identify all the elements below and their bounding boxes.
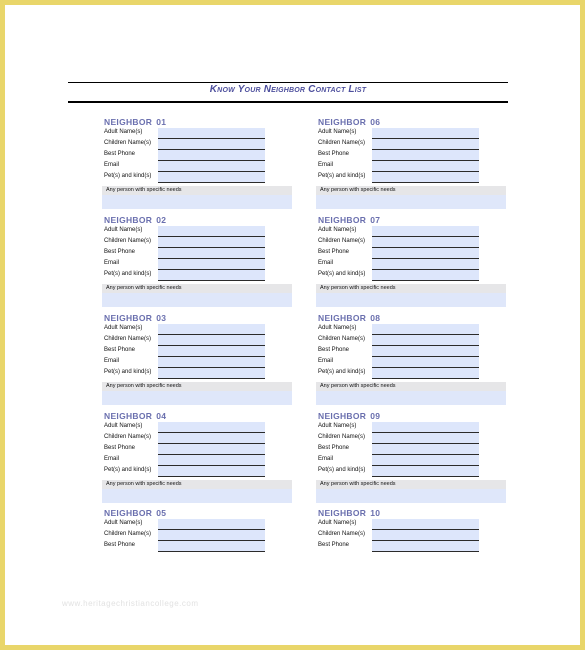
- field-label-children: Children Name(s): [104, 531, 152, 537]
- field-input-phone[interactable]: [158, 248, 265, 259]
- title-bar: [68, 82, 508, 103]
- neighbor-section: [316, 508, 512, 552]
- field-input-children[interactable]: [158, 335, 265, 346]
- neighbor-section: [102, 313, 298, 405]
- section-heading: [316, 313, 512, 324]
- field-input-email[interactable]: [158, 357, 265, 368]
- field-label-email: Email: [318, 260, 334, 266]
- section-heading: [316, 117, 512, 128]
- section-heading-label: NEIGHBOR: [318, 313, 367, 323]
- field-label-children: Children Name(s): [318, 336, 366, 342]
- needs-label: Any person with specific needs: [316, 186, 506, 195]
- section-heading-label: NEIGHBOR: [104, 508, 153, 518]
- field-row-phone: [102, 541, 298, 552]
- field-input-pets[interactable]: [372, 172, 479, 183]
- field-label-phone: Best Phone: [104, 445, 136, 451]
- section-number: 04: [156, 411, 167, 421]
- field-row-adult: [102, 226, 298, 237]
- needs-label: Any person with specific needs: [102, 382, 292, 391]
- section-heading: [316, 508, 512, 519]
- field-label-adult: Adult Name(s): [104, 129, 143, 135]
- field-input-adult[interactable]: [372, 519, 479, 530]
- field-label-children: Children Name(s): [318, 238, 366, 244]
- neighbor-section: [316, 215, 512, 307]
- field-label-children: Children Name(s): [318, 531, 366, 537]
- field-row-phone: [316, 444, 512, 455]
- section-heading: [316, 215, 512, 226]
- field-input-adult[interactable]: [372, 324, 479, 335]
- neighbor-section: [316, 313, 512, 405]
- field-row-adult: [316, 422, 512, 433]
- field-input-adult[interactable]: [158, 519, 265, 530]
- field-label-phone: Best Phone: [318, 151, 350, 157]
- neighbor-section: [102, 215, 298, 307]
- needs-label: Any person with specific needs: [316, 382, 506, 391]
- needs-field[interactable]: [316, 480, 506, 503]
- section-number: 01: [156, 117, 167, 127]
- field-row-adult: [316, 226, 512, 237]
- section-heading: [102, 411, 298, 422]
- field-label-adult: Adult Name(s): [318, 423, 357, 429]
- section-heading: [102, 117, 298, 128]
- section-number: 03: [156, 313, 167, 323]
- field-input-email[interactable]: [372, 455, 479, 466]
- field-input-phone[interactable]: [158, 150, 265, 161]
- field-label-adult: Adult Name(s): [318, 129, 357, 135]
- field-row-children: [102, 237, 298, 248]
- field-row-adult: [102, 519, 298, 530]
- page-title: Know Your Neighbor Contact List: [209, 84, 367, 95]
- field-input-phone[interactable]: [372, 541, 479, 552]
- field-label-phone: Best Phone: [318, 445, 350, 451]
- field-input-pets[interactable]: [372, 368, 479, 379]
- field-input-adult[interactable]: [158, 226, 265, 237]
- field-row-email: [316, 357, 512, 368]
- field-label-children: Children Name(s): [318, 434, 366, 440]
- field-label-phone: Best Phone: [104, 249, 136, 255]
- section-heading-label: NEIGHBOR: [104, 117, 153, 127]
- field-input-adult[interactable]: [372, 422, 479, 433]
- section-number: 07: [370, 215, 381, 225]
- field-row-children: [102, 530, 298, 541]
- section-number: 02: [156, 215, 167, 225]
- field-label-phone: Best Phone: [318, 249, 350, 255]
- field-label-phone: Best Phone: [104, 347, 136, 353]
- needs-field[interactable]: [316, 284, 506, 307]
- section-heading-label: NEIGHBOR: [104, 313, 153, 323]
- field-row-pets: [102, 270, 298, 281]
- field-row-children: [102, 433, 298, 444]
- field-label-email: Email: [104, 260, 120, 266]
- field-row-email: [316, 259, 512, 270]
- field-input-phone[interactable]: [372, 346, 479, 357]
- watermark: www.heritagechristiancollege.com: [62, 599, 199, 608]
- field-label-phone: Best Phone: [318, 542, 350, 548]
- section-heading: [102, 313, 298, 324]
- field-row-children: [316, 335, 512, 346]
- field-label-pets: Pet(s) and kind(s): [318, 369, 366, 375]
- field-input-pets[interactable]: [158, 172, 265, 183]
- field-row-adult: [316, 324, 512, 335]
- field-input-adult[interactable]: [158, 422, 265, 433]
- neighbor-section: [102, 508, 298, 552]
- field-label-pets: Pet(s) and kind(s): [318, 271, 366, 277]
- field-row-pets: [102, 466, 298, 477]
- field-row-email: [102, 357, 298, 368]
- field-input-email[interactable]: [158, 259, 265, 270]
- field-label-adult: Adult Name(s): [318, 520, 357, 526]
- field-input-children[interactable]: [372, 530, 479, 541]
- field-row-phone: [316, 346, 512, 357]
- field-row-phone: [316, 541, 512, 552]
- section-heading: [316, 411, 512, 422]
- field-row-pets: [102, 368, 298, 379]
- field-input-adult[interactable]: [158, 128, 265, 139]
- section-heading-label: NEIGHBOR: [318, 411, 367, 421]
- field-label-phone: Best Phone: [104, 542, 136, 548]
- needs-field[interactable]: [102, 480, 292, 503]
- field-label-adult: Adult Name(s): [104, 423, 143, 429]
- field-input-email[interactable]: [372, 161, 479, 172]
- needs-field[interactable]: [102, 382, 292, 405]
- field-input-pets[interactable]: [158, 270, 265, 281]
- needs-label: Any person with specific needs: [316, 480, 506, 489]
- field-row-pets: [102, 172, 298, 183]
- neighbor-section: [102, 411, 298, 503]
- field-row-adult: [102, 324, 298, 335]
- field-input-email[interactable]: [158, 455, 265, 466]
- section-number: 09: [370, 411, 381, 421]
- field-row-adult: [316, 519, 512, 530]
- field-label-children: Children Name(s): [318, 140, 366, 146]
- field-row-children: [316, 139, 512, 150]
- field-label-pets: Pet(s) and kind(s): [104, 369, 152, 375]
- field-label-pets: Pet(s) and kind(s): [104, 467, 152, 473]
- field-label-pets: Pet(s) and kind(s): [318, 467, 366, 473]
- field-row-adult: [102, 128, 298, 139]
- field-label-children: Children Name(s): [104, 140, 152, 146]
- needs-label: Any person with specific needs: [102, 186, 292, 195]
- field-row-pets: [316, 172, 512, 183]
- neighbor-section: [102, 117, 298, 209]
- field-input-phone[interactable]: [372, 150, 479, 161]
- field-input-children[interactable]: [158, 530, 265, 541]
- needs-field[interactable]: [102, 284, 292, 307]
- field-row-children: [316, 433, 512, 444]
- needs-field[interactable]: [316, 382, 506, 405]
- field-row-email: [102, 455, 298, 466]
- field-label-adult: Adult Name(s): [104, 227, 143, 233]
- field-label-email: Email: [104, 358, 120, 364]
- field-input-email[interactable]: [158, 161, 265, 172]
- field-row-pets: [316, 466, 512, 477]
- field-label-children: Children Name(s): [104, 238, 152, 244]
- field-row-phone: [316, 248, 512, 259]
- needs-label: Any person with specific needs: [102, 480, 292, 489]
- field-label-pets: Pet(s) and kind(s): [104, 271, 152, 277]
- field-row-pets: [316, 368, 512, 379]
- field-input-phone[interactable]: [372, 248, 479, 259]
- field-row-pets: [316, 270, 512, 281]
- field-input-adult[interactable]: [372, 128, 479, 139]
- field-input-pets[interactable]: [158, 368, 265, 379]
- field-input-phone[interactable]: [372, 444, 479, 455]
- needs-label: Any person with specific needs: [102, 284, 292, 293]
- field-input-adult[interactable]: [372, 226, 479, 237]
- section-number: 06: [370, 117, 381, 127]
- field-row-email: [316, 455, 512, 466]
- needs-label: Any person with specific needs: [316, 284, 506, 293]
- field-row-phone: [102, 346, 298, 357]
- field-label-email: Email: [104, 456, 120, 462]
- section-heading-label: NEIGHBOR: [318, 117, 367, 127]
- field-row-children: [316, 237, 512, 248]
- field-label-adult: Adult Name(s): [318, 227, 357, 233]
- section-heading-label: NEIGHBOR: [104, 411, 153, 421]
- field-input-email[interactable]: [372, 357, 479, 368]
- field-label-adult: Adult Name(s): [104, 520, 143, 526]
- field-row-children: [316, 530, 512, 541]
- field-input-children[interactable]: [372, 237, 479, 248]
- field-row-email: [316, 161, 512, 172]
- field-label-email: Email: [318, 358, 334, 364]
- field-input-phone[interactable]: [158, 541, 265, 552]
- field-label-phone: Best Phone: [104, 151, 136, 157]
- field-row-email: [102, 161, 298, 172]
- field-input-adult[interactable]: [158, 324, 265, 335]
- field-input-children[interactable]: [372, 335, 479, 346]
- field-row-adult: [102, 422, 298, 433]
- neighbor-section: [316, 117, 512, 209]
- field-row-email: [102, 259, 298, 270]
- field-input-children[interactable]: [372, 139, 479, 150]
- field-input-phone[interactable]: [158, 444, 265, 455]
- field-label-pets: Pet(s) and kind(s): [104, 173, 152, 179]
- section-heading: [102, 215, 298, 226]
- field-input-phone[interactable]: [158, 346, 265, 357]
- field-input-children[interactable]: [158, 237, 265, 248]
- field-label-adult: Adult Name(s): [104, 325, 143, 331]
- field-row-adult: [316, 128, 512, 139]
- field-row-phone: [102, 248, 298, 259]
- section-number: 10: [370, 508, 381, 518]
- field-row-phone: [316, 150, 512, 161]
- section-heading-label: NEIGHBOR: [104, 215, 153, 225]
- field-label-email: Email: [318, 162, 334, 168]
- field-row-children: [102, 139, 298, 150]
- neighbor-section: [316, 411, 512, 503]
- section-number: 08: [370, 313, 381, 323]
- field-input-children[interactable]: [158, 139, 265, 150]
- field-label-email: Email: [104, 162, 120, 168]
- field-label-children: Children Name(s): [104, 336, 152, 342]
- section-heading-label: NEIGHBOR: [318, 215, 367, 225]
- field-input-children[interactable]: [372, 433, 479, 444]
- section-heading: [102, 508, 298, 519]
- needs-field[interactable]: [102, 186, 292, 209]
- field-label-children: Children Name(s): [104, 434, 152, 440]
- field-input-pets[interactable]: [158, 466, 265, 477]
- section-heading-label: NEIGHBOR: [318, 508, 367, 518]
- field-input-pets[interactable]: [372, 270, 479, 281]
- field-input-pets[interactable]: [372, 466, 479, 477]
- field-input-children[interactable]: [158, 433, 265, 444]
- field-row-phone: [102, 150, 298, 161]
- field-row-phone: [102, 444, 298, 455]
- field-label-pets: Pet(s) and kind(s): [318, 173, 366, 179]
- field-input-email[interactable]: [372, 259, 479, 270]
- field-label-phone: Best Phone: [318, 347, 350, 353]
- field-label-adult: Adult Name(s): [318, 325, 357, 331]
- field-row-children: [102, 335, 298, 346]
- needs-field[interactable]: [316, 186, 506, 209]
- section-number: 05: [156, 508, 167, 518]
- field-label-email: Email: [318, 456, 334, 462]
